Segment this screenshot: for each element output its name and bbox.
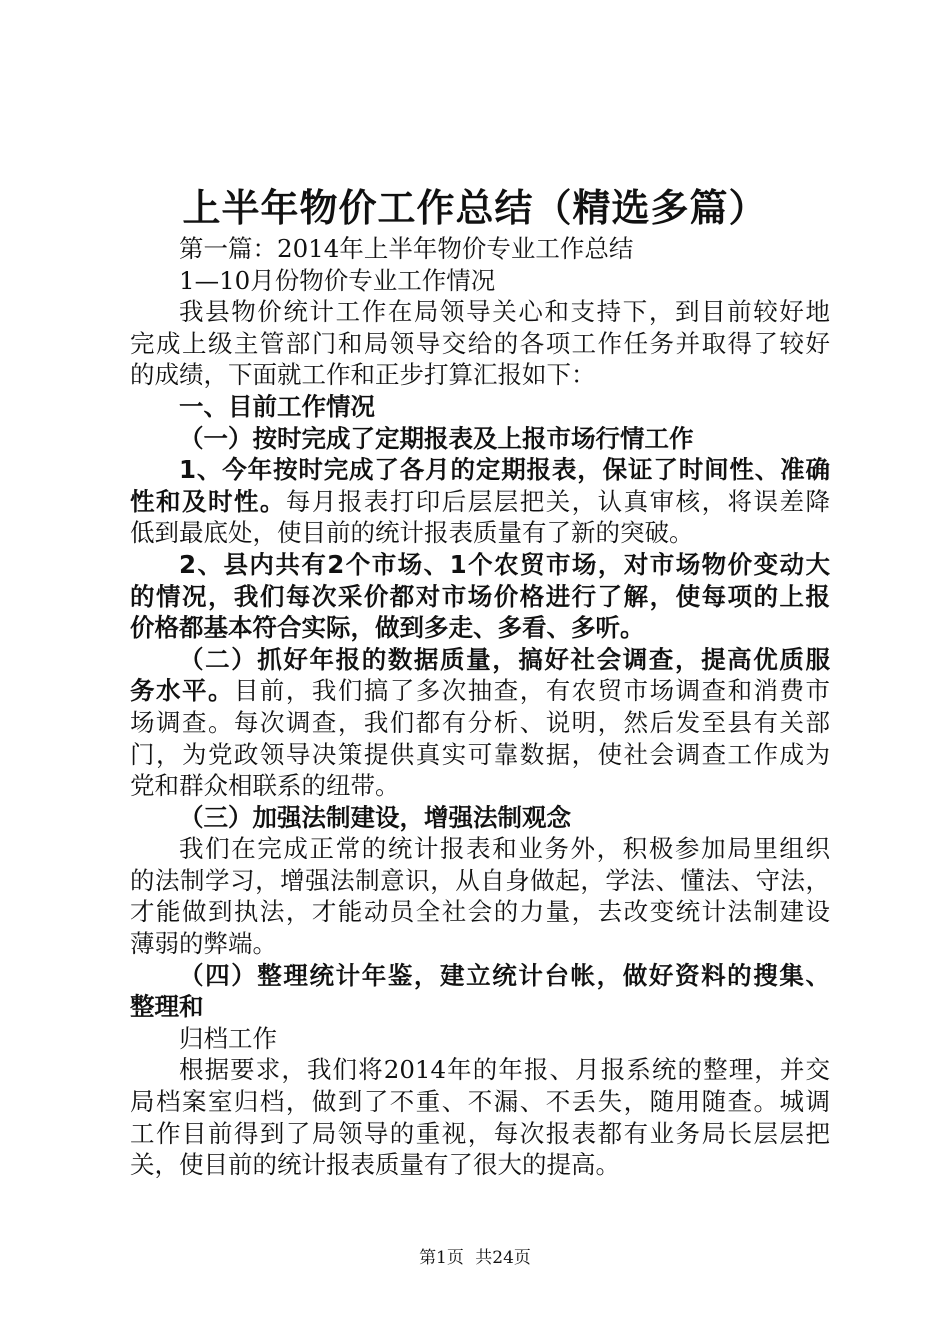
text-line: 党和群众相联系的纽带。 xyxy=(130,771,400,801)
document-title: 上半年物价工作总结（精选多篇） xyxy=(182,186,768,230)
text-line: （四）整理统计年鉴，建立统计台帐，做好资料的搜集、 xyxy=(179,960,830,990)
text-line: （二）抓好年报的数据质量，搞好社会调查，提高优质服 xyxy=(179,644,830,674)
text-line: （三）加强法制建设，增强法制观念 xyxy=(179,802,571,832)
text-line: 的法制学习，增强法制意识，从自身做起，学法、懂法、守法， xyxy=(130,865,830,895)
text-line: 第一篇：2014年上半年物价专业工作总结 xyxy=(179,234,634,263)
text-line: 归档工作 xyxy=(179,1023,277,1053)
text-line: 门，为党政领导决策提供真实可靠数据，使社会调查工作成为 xyxy=(130,739,830,769)
text-line: 的情况，我们每次采价都对市场价格进行了解，使每项的上报 xyxy=(130,581,830,611)
text-segment: 务水平。 xyxy=(130,676,234,706)
text-line: 我县物价统计工作在局领导关心和支持下，到目前较好地 xyxy=(179,297,830,327)
text-line: 局档案室归档，做到了不重、不漏、不丢失，随用随查。城调 xyxy=(130,1087,830,1117)
text-line xyxy=(130,454,830,486)
text-line: 完成上级主管部门和局领导交给的各项工作任务并取得了较好 xyxy=(130,328,830,358)
text-line: 工作目前得到了局领导的重视，每次报表都有业务局长层层把 xyxy=(130,1118,830,1148)
text-line: 1—10月份物价专业工作情况 xyxy=(179,265,496,295)
text-line: 2、县内共有2个市场、1个农贸市场，对市场物价变动大 xyxy=(179,549,830,579)
text-line: 我们在完成正常的统计报表和业务外，积极参加局里组织 xyxy=(179,834,830,864)
text-line: 一、目前工作情况 xyxy=(179,391,375,421)
text-line: （一）按时完成了定期报表及上报市场行情工作 xyxy=(179,423,694,453)
text-line: 才能做到执法，才能动员全社会的力量，去改变统计法制建设 xyxy=(130,897,830,927)
text-line: 低到最底处，使目前的统计报表质量有了新的突破。 xyxy=(130,518,694,548)
text-line: 场调查。每次调查，我们都有分析、说明，然后发至县有关部 xyxy=(130,707,830,737)
text-line xyxy=(130,486,830,518)
text-line: 关，使目前的统计报表质量有了很大的提高。 xyxy=(130,1150,620,1180)
text-line: 根据要求，我们将2014年的年报、月报系统的整理，并交 xyxy=(179,1055,830,1085)
text-line: 薄弱的弊端。 xyxy=(130,929,277,959)
text-segment: 目前，我们搞了多次抽查，有农贸市场调查和消费市 xyxy=(233,676,831,706)
page-footer xyxy=(0,1243,950,1268)
text-segment: 1、今年按时完成了各月的定期报表，保证了时间性、准确 xyxy=(179,455,830,485)
text-line: 的成绩，下面就工作和正步打算汇报如下： xyxy=(130,360,596,390)
text-segment: 每月报表打印后层层把关，认真审核，将误差降 xyxy=(285,486,831,516)
document-body xyxy=(130,233,830,1181)
text-segment: 性和及时性。 xyxy=(130,486,286,516)
page-total: 共24页 xyxy=(475,1248,531,1268)
text-line xyxy=(130,675,830,707)
page-number: 第1页 xyxy=(419,1248,464,1268)
text-line: 整理和 xyxy=(130,992,204,1022)
text-line: 价格都基本符合实际，做到多走、多看、多听。 xyxy=(130,613,645,643)
